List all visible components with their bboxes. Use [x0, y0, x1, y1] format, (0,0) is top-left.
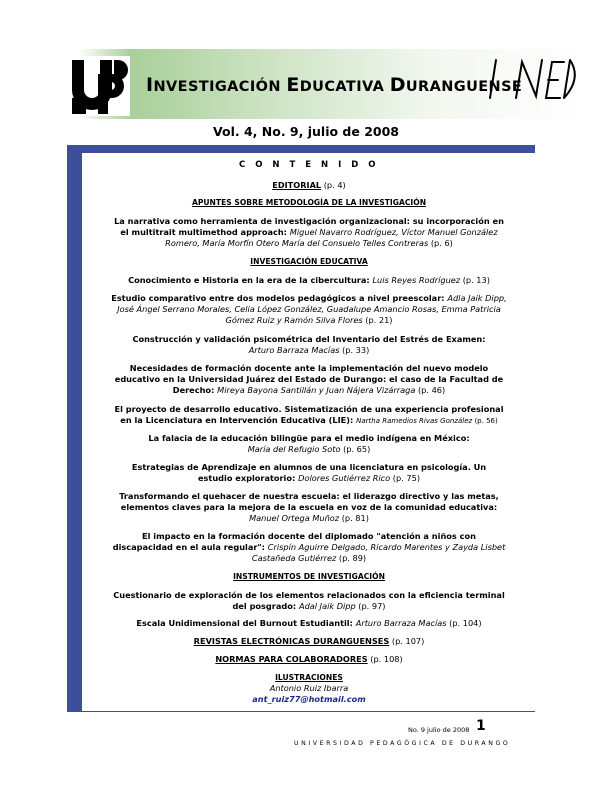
section-investigacion-educativa: INVESTIGACIÓN EDUCATIVA: [250, 257, 368, 266]
ined-logo: [486, 56, 578, 102]
article-4-title: Construcción y validación psicométrica del Inventario del Estrés de Examen:: [132, 334, 486, 344]
article-3-line3: Gómez Ruiz y Ramón Silva Flores (p. 21): [225, 315, 393, 325]
section-normas[interactable]: NORMAS PARA COLABORADORES (p. 108): [215, 654, 403, 664]
illustrator-name: Antonio Ruiz Ibarra: [269, 683, 349, 693]
article-10-line1: El impacto en la formación docente del diplomado "atención a niños con: [142, 531, 476, 541]
article-1-title: La narrativa como herramienta de investigación organizacional: su incorporación en: [114, 216, 504, 226]
issue-line: Vol. 4, No. 9, julio de 2008: [213, 124, 399, 139]
article-1-line2: el multitrait multimethod approach: Miguel Navarro Rodríguez, Víctor Manuel González: [120, 227, 498, 237]
article-5-line1: Necesidades de formación docente ante la implementación del nuevo modelo: [129, 363, 489, 373]
section-revistas[interactable]: REVISTAS ELECTRÓNICAS DURANGUENSES (p. 107): [193, 636, 425, 646]
article-3-line1: Estudio comparativo entre dos modelos pedagógicos a nivel preescolar: Adla Jaik Dipp,: [111, 293, 507, 303]
footer-issue: No. 9 julio de 2008: [408, 726, 470, 734]
article-9-line2: elementos claves para la mejora de la escuela en voz de la comunidad educativa:: [120, 502, 498, 512]
article-8-line1: Estrategias de Aprendizaje en alumnos de una licenciatura en psicología. Un: [131, 462, 487, 472]
article-11-line1: Cuestionario de exploración de los elementos relacionados con la eficiencia terminal: [113, 590, 505, 600]
page-number: 1: [476, 718, 486, 734]
article-12: Escala Unidimensional del Burnout Estudiantil: Arturo Barraza Macías (p. 104): [136, 618, 482, 628]
article-9-line3: Manuel Ortega Muñoz (p. 81): [249, 513, 369, 523]
footer-university: UNIVERSIDAD PEDAGÓGICA DE DURANGO: [294, 740, 511, 747]
editorial-entry[interactable]: EDITORIAL (p. 4): [272, 180, 346, 190]
article-6-line2: en la Licenciatura en Intervención Educativa (LIE): Nartha Ramedios Rivas González (p. 56): [120, 415, 498, 425]
article-10-line3: Castañeda Gutiérrez (p. 89): [251, 553, 367, 563]
article-2: Conocimiento e Historia en la era de la cibercultura: Luis Reyes Rodríguez (p. 13): [128, 275, 490, 285]
article-3-line2: José Ángel Serrano Morales, Celia López González, Guadalupe Amancio Rosas, Emma Patricia: [117, 304, 501, 314]
article-8-line2: estudio exploratorio: Dolores Gutiérrez Rico (p. 75): [197, 473, 421, 483]
contents-panel: [81, 152, 535, 712]
section-ilustraciones: ILUSTRACIONES: [275, 673, 343, 682]
article-7-author: María del Refugio Soto (p. 65): [247, 444, 371, 454]
article-11-line2: del posgrado: Adal Jaik Dipp (p. 97): [232, 601, 386, 611]
illustrator-email[interactable]: ant_ruiz77@hotmail.com: [252, 694, 366, 704]
contents-heading: C O N T E N I D O: [239, 160, 379, 170]
article-1-line3: Romero, María Morfín Otero María del Consuelo Telles Contreras (p. 6): [165, 238, 453, 248]
article-7-title: La falacia de la educación bilingüe para el medio indígena en México:: [148, 433, 470, 443]
article-4-author: Arturo Barraza Macías (p. 33): [248, 345, 370, 355]
section-instrumentos: INSTRUMENTOS DE INVESTIGACIÓN: [233, 572, 385, 581]
article-9-line1: Transformando el quehacer de nuestra escuela: el liderazgo directivo y las metas,: [119, 491, 499, 501]
section-metodologia: APUNTES SOBRE METODOLOGÍA DE LA INVESTIGACIÓN: [191, 198, 427, 207]
journal-title: INVESTIGACIÓN EDUCATIVA DURANGUENSE: [146, 74, 523, 96]
article-10-line2: discapacidad en el aula regular": Crispín Aguirre Delgado, Ricardo Marentes y Zayda Lisbet: [112, 542, 506, 552]
article-5-line2: educativo en la Universidad Juárez del Estado de Durango: el caso de la Facultad de: [114, 374, 504, 384]
upd-logo: [68, 56, 130, 116]
article-6-line1: El proyecto de desarrollo educativo. Sistematización de una experiencia profesional: [114, 404, 504, 414]
article-5-line3: Derecho: Mireya Bayona Santillán y Juan Nájera Vizárraga (p. 46): [172, 385, 446, 395]
